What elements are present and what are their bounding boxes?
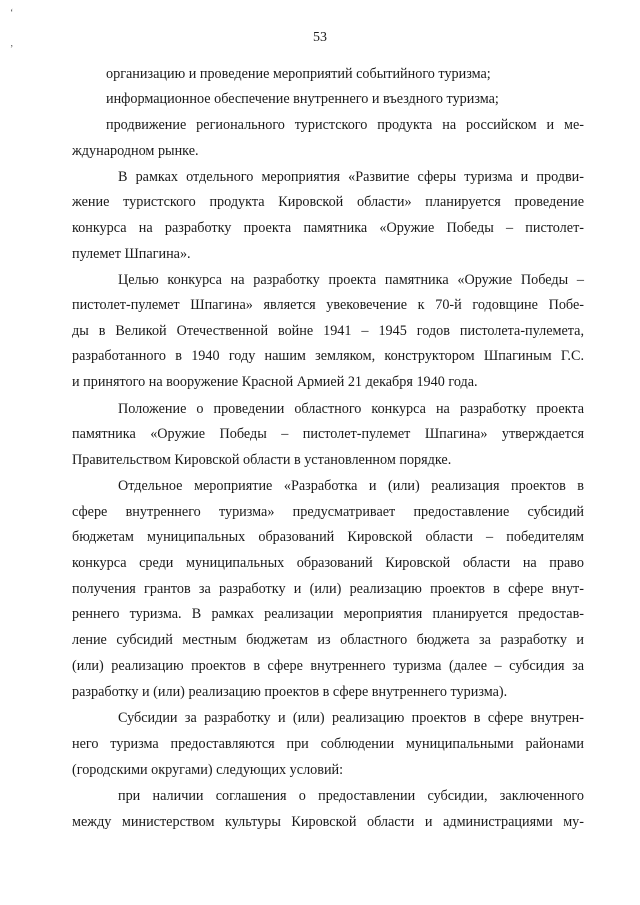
text-line: конкурса среди муниципальных образований Кировской области на право — [72, 555, 584, 571]
text-line: Отдельное мероприятие «Разработка и (или) реализация проектов в — [118, 478, 584, 494]
text-line: пулемет Шпагина». — [72, 246, 191, 262]
text-line: памятника «Оружие Победы – пистолет-пулемет Шпагина» утверждается — [72, 426, 584, 442]
text-line: ждународном рынке. — [72, 143, 199, 159]
text-line: организацию и проведение мероприятий событийного туризма; — [106, 66, 491, 82]
text-line: при наличии соглашения о предоставлении субсидии, заключенного — [118, 788, 584, 804]
text-line: реннего туризма. В рамках реализации мероприятия планируется предостав- — [72, 606, 584, 622]
scan-speck: ’ — [10, 44, 14, 55]
text-line: между министерством культуры Кировской области и администрациями му- — [72, 814, 584, 830]
text-line: ды в Великой Отечественной войне 1941 – 1945 годов пистолета-пулемета, — [72, 323, 584, 339]
text-line: и принятого на вооружение Красной Армией 21 декабря 1940 года. — [72, 374, 478, 390]
text-line: конкурса на разработку проекта памятника «Оружие Победы – пистолет- — [72, 220, 584, 236]
text-line: Субсидии за разработку и (или) реализацию проектов в сфере внутрен- — [118, 710, 584, 726]
text-line: бюджетам муниципальных образований Кировской области – победителям — [72, 529, 584, 545]
text-line: разработанного в 1940 году нашим земляком, конструктором Шпагиным Г.С. — [72, 348, 584, 364]
text-line: Правительством Кировской области в установленном порядке. — [72, 452, 452, 468]
text-line: (или) реализацию проектов в сфере внутреннего туризма (далее – субсидия за — [72, 658, 584, 674]
text-line: получения грантов за разработку и (или) реализацию проектов в сфере внут- — [72, 581, 584, 597]
text-line: ление субсидий местным бюджетам из областного бюджета за разработку и — [72, 632, 584, 648]
text-line: продвижение регионального туристского продукта на российском и ме- — [106, 117, 584, 133]
scan-speck: ‘ — [10, 8, 14, 19]
text-line: (городскими округами) следующих условий: — [72, 762, 344, 778]
text-line: жение туристского продукта Кировской области» планируется проведение — [72, 194, 584, 210]
text-line: разработку и (или) реализацию проектов в сфере внутреннего туризма). — [72, 684, 508, 700]
text-line: В рамках отдельного мероприятия «Развитие сферы туризма и продви- — [118, 169, 584, 185]
text-line: информационное обеспечение внутреннего и въездного туризма; — [106, 91, 499, 107]
text-line: пистолет-пулемет Шпагина» является увековечение к 70-й годовщине Побе- — [72, 297, 584, 313]
page-number: 53 — [313, 30, 327, 45]
text-line: Положение о проведении областного конкурса на разработку проекта — [118, 401, 584, 417]
text-line: него туризма предоставляются при соблюдении муниципальными районами — [72, 736, 584, 752]
text-line: сфере внутреннего туризма» предусматривает предоставление субсидий — [72, 504, 584, 520]
text-line: Целью конкурса на разработку проекта памятника «Оружие Победы – — [118, 272, 584, 288]
